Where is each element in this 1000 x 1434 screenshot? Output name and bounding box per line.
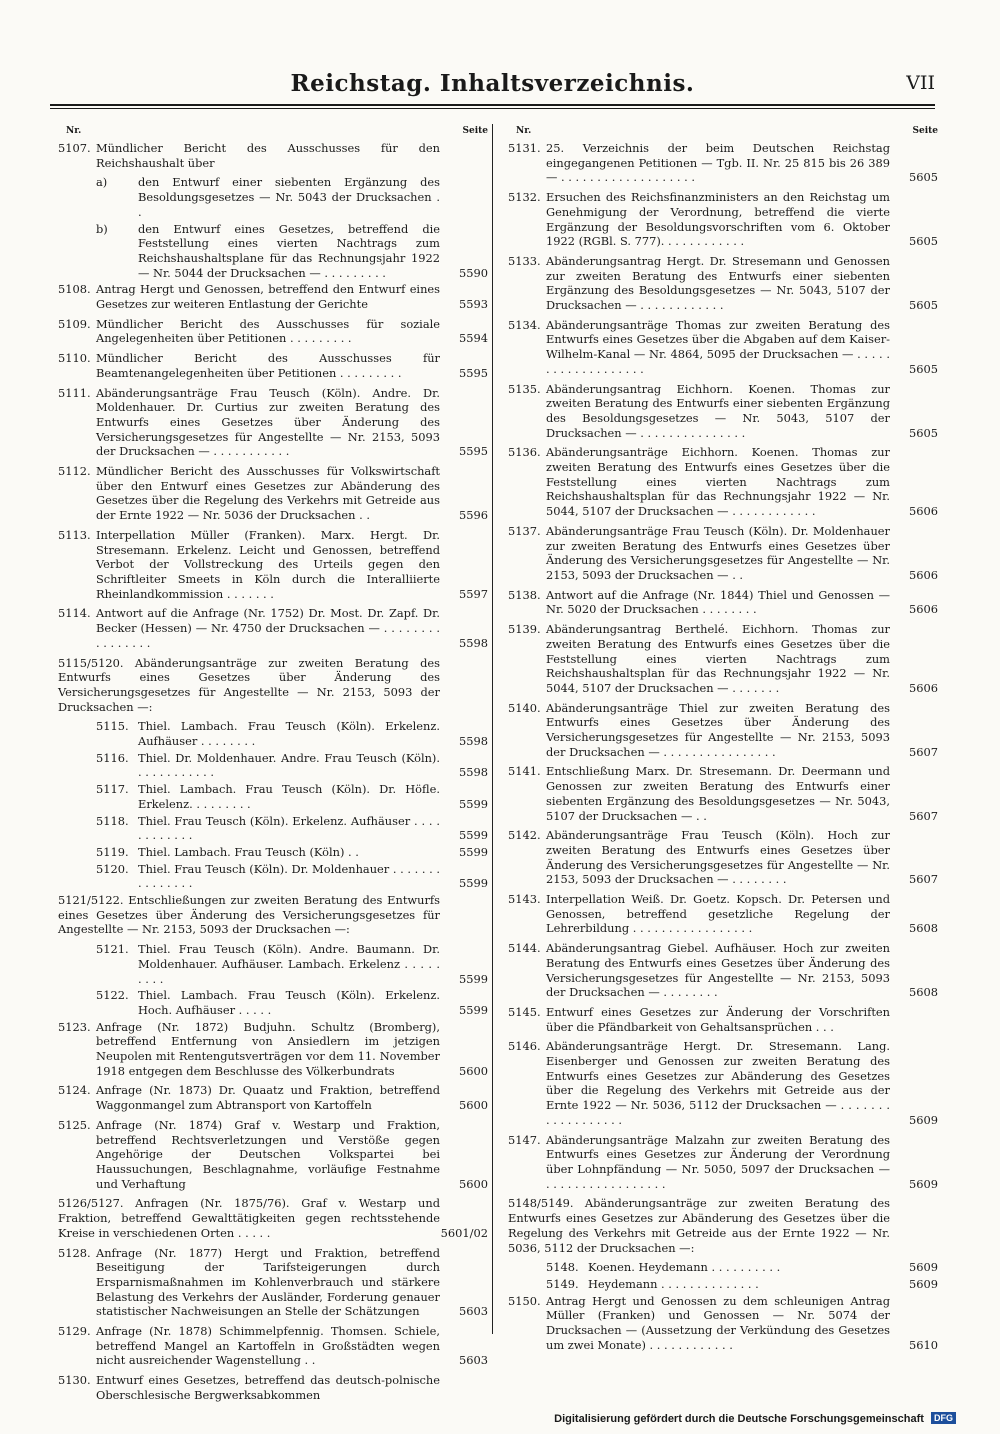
toc-entry (58, 1246, 488, 1320)
toc-entry (58, 282, 488, 311)
toc-entry (508, 382, 938, 441)
sub-entry (508, 1260, 938, 1275)
entry-number: 5129. (58, 1324, 91, 1339)
entry-number: 5109. (58, 316, 91, 331)
entry-text: Ersuchen des Reichsfinanzministers an den Reichstag um Genehmigung der Verordnung, betreffend die vierte Ergänzung der Besoldungsvorschriften vom 6. Oktober 1922 (RGBl. S. 777). . . . . . . . . . . . (546, 190, 890, 249)
entry-number: 5133. (508, 253, 541, 268)
dfg-logo: DFG (931, 1412, 956, 1424)
entry-text: Antrag Hergt und Genossen zu dem schleunigen Antrag Müller (Franken) und Genossen — Nr. 5074 der Drucksachen — (Aussetzung der Verkündung des Gesetzes um zwei Monate) . . . . . . . . . . . . (546, 1293, 890, 1352)
entry-page: 5603 (459, 1304, 488, 1319)
entry-page: 5605 (909, 425, 938, 440)
toc-entry (58, 1373, 488, 1402)
toc-entry (58, 317, 488, 346)
toc-entry (58, 656, 488, 715)
entry-page: 5595 (459, 444, 488, 459)
toc-entry (508, 892, 938, 936)
toc-entry (508, 1005, 938, 1034)
entry-number: 5150. (508, 1293, 541, 1308)
entry-text: Koenen. Heydemann . . . . . . . . . . (588, 1260, 781, 1275)
entry-number: 5145. (508, 1004, 541, 1019)
right-column (508, 124, 938, 1357)
entry-number: 5147. (508, 1132, 541, 1147)
toc-entry (508, 941, 938, 1000)
entry-text: 25. Verzeichnis der beim Deutschen Reichstag eingegangenen Petitionen — Tgb. II. Nr. 25 815 bis 26 389 — . . . . . . . . . . . . . . . . . . . (546, 141, 890, 185)
toc-entry (58, 893, 488, 937)
entry-page: 5605 (909, 298, 938, 313)
sub-entry-label: 5148. (546, 1260, 579, 1275)
entry-page: 5607 (909, 744, 938, 759)
toc-entry (58, 386, 488, 460)
toc-entry (58, 141, 488, 170)
entry-text: den Entwurf eines Gesetzes, betreffend die Feststellung eines vierten Nachtrags zum Reichshaushaltsplane für das Rechnungsjahr 1922 — Nr. 5044 der Drucksachen — . . . . . . . . . (138, 221, 440, 280)
entry-text: Antwort auf die Anfrage (Nr. 1844) Thiel und Genossen — Nr. 5020 der Drucksachen . . . . . . . . (546, 587, 890, 617)
entry-text: Abänderungsanträge Hergt. Dr. Stresemann. Lang. Eisenberger und Genossen zur zweiten Beratung des Entwurfs eines Gesetzes zur Abänderung des Gesetzes über die Regelung des Verkehrs mit Getreide aus der Ernte 1922 — Nr. 5036, 5112 der Drucksachen — . . . . . . . . . . . . . . . . . . (546, 1039, 890, 1127)
entry-number: 5113. (58, 527, 91, 542)
entry-text: Entwurf eines Gesetzes, betreffend das deutsch-polnische Oberschlesische Bergwerksabkommen (96, 1373, 440, 1402)
entry-text: Abänderungsantrag Hergt. Dr. Stresemann und Genossen zur zweiten Beratung des Entwurfs einer siebenten Ergänzung des Besoldungsgesetzes — Nr. 5043, 5107 der Drucksachen — . . . . . . . . . . . . (546, 253, 890, 313)
toc-entry (508, 1039, 938, 1127)
entry-number: 5131. (508, 141, 541, 155)
entry-text: Thiel. Lambach. Frau Teusch (Köln) . . (138, 844, 359, 859)
entry-page: 5609 (909, 1176, 938, 1191)
entry-page: 5598 (459, 734, 488, 749)
seite-header: Seite (912, 126, 938, 136)
sub-entry-label: 5117. (96, 782, 129, 797)
toc-entry (508, 524, 938, 583)
entry-text: 5148/5149. Abänderungsanträge zur zweiten Beratung des Entwurfs eines Gesetzes zur Abänderung des Gesetzes über die Regelung des Verkehrs mit Getreide aus der Ernte 1922 — Nr. 5036, 5112 der Drucksachen —: (508, 1196, 890, 1255)
entry-text: Entschließung Marx. Dr. Stresemann. Dr. Deermann und Genossen zur zweiten Beratung des Entwurfs einer siebenten Ergänzung des Besoldungsgesetzes — Nr. 5043, 5107 der Drucksachen — . . (546, 764, 890, 823)
entry-text: Thiel. Frau Teusch (Köln). Erkelenz. Aufhäuser . . . . . . . . . . . . (138, 813, 440, 843)
entry-page: 5597 (459, 586, 488, 601)
toc-entry (58, 351, 488, 380)
entry-page: 5600 (459, 1063, 488, 1078)
toc-entry (58, 1020, 488, 1079)
entry-text: Anfrage (Nr. 1873) Dr. Quaatz und Fraktion, betreffend Waggonmangel zum Abtransport von Kartoffeln (96, 1083, 440, 1113)
entry-text: Abänderungsanträge Frau Teusch (Köln). Andre. Dr. Moldenhauer. Dr. Curtius zur zweiten Beratung des Entwurfs eines Gesetzes über Änderung des Versicherungsgesetzes für Angestellte — Nr. 2153, 5093 der Drucksachen — . . . . . . . . . . . (96, 385, 440, 459)
sub-entry (58, 782, 488, 811)
right-entries (508, 141, 938, 1352)
entry-page: 5609 (909, 1260, 938, 1275)
entry-page: 5610 (909, 1337, 938, 1352)
sub-entry (58, 814, 488, 843)
entry-text: Interpellation Müller (Franken). Marx. Hergt. Dr. Stresemann. Erkelenz. Leicht und Genossen, betreffend Verbot der Vollstreckung des Urteils gegen den Schriftleiter Smeets in Köln durch die Interalliierte Rheinlandkommission . . . . . . . (96, 527, 440, 601)
toc-entry (508, 1196, 938, 1255)
entry-number: 5110. (58, 351, 91, 366)
entry-page: 5608 (909, 921, 938, 936)
sub-entry (58, 751, 488, 780)
entry-page: 5590 (459, 265, 488, 280)
entry-text: 5115/5120. Abänderungsanträge zur zweiten Beratung des Entwurfs eines Gesetzes über Änderung des Versicherungsgesetzes für Angestellte — Nr. 2153, 5093 der Drucksachen —: (58, 655, 440, 714)
entry-number: 5128. (58, 1245, 91, 1260)
entry-text: Abänderungsanträge Thiel zur zweiten Beratung des Entwurfs eines Gesetzes über Änderung des Versicherungsgesetzes für Angestellte — Nr. 2153, 5093 der Drucksachen — . . . . . . . . . . . . . . . . (546, 700, 890, 759)
toc-entry (58, 528, 488, 602)
entry-text: Mündlicher Bericht des Ausschusses für Beamtenangelegenheiten über Petitionen . . . . . . . . . (96, 351, 440, 380)
entry-text: Abänderungsantrag Eichhorn. Koenen. Thomas zur zweiten Beratung des Entwurfs einer siebenten Ergänzung des Besoldungsgesetzes — Nr. 5043, 5107 der Drucksachen — . . . . . . . . . . . . . . . (546, 381, 890, 440)
entry-page: 5594 (459, 331, 488, 346)
entry-page: 5607 (909, 872, 938, 887)
entry-page: 5606 (909, 680, 938, 695)
sub-entry-label: 5119. (96, 844, 129, 859)
entry-text: Abänderungsantrag Berthelé. Eichhorn. Thomas zur zweiten Beratung des Entwurfs eines Gesetzes über die Feststellung eines vierten Nachtrags zum Reichshaushaltsplan für das Rechnungsjahr 1922 — Nr. 5044, 5107 der Drucksachen — . . . . . . . (546, 622, 890, 695)
entry-number: 5132. (508, 190, 541, 205)
entry-page: 5609 (909, 1112, 938, 1127)
toc-entry (58, 606, 488, 650)
entry-text: Anfrage (Nr. 1878) Schimmelpfennig. Thomsen. Schiele, betreffend Mangel an Kartoffeln in Großstädten wegen nicht ausreichender Wagenstellung . . (96, 1324, 440, 1368)
sub-entry-label: b) (96, 221, 108, 236)
entry-text: Heydemann . . . . . . . . . . . . . . (588, 1276, 759, 1291)
header-rule (50, 104, 935, 106)
entry-page: 5599 (459, 844, 488, 859)
entry-page: 5598 (459, 765, 488, 780)
entry-text: Abänderungsanträge Frau Teusch (Köln). Dr. Moldenhauer zur zweiten Beratung des Entwurfs eines Gesetzes über Änderung des Versicherungsgesetzes für Angestellte — Nr. 2153, 5093 der Drucksachen — . . (546, 523, 890, 582)
entry-number: 5142. (508, 828, 541, 843)
entry-text: Antrag Hergt und Genossen, betreffend den Entwurf eines Gesetzes zur weiteren Entlastung der Gerichte (96, 282, 440, 312)
sub-entry (58, 222, 488, 281)
entry-number: 5112. (58, 464, 91, 479)
sub-entry (58, 988, 488, 1017)
entry-text: Interpellation Weiß. Dr. Goetz. Kopsch. Dr. Petersen und Genossen, betreffend gesetzliche Regelung der Lehrerbildung . . . . . . . . . . . . . . . . . (546, 892, 890, 936)
entry-text: Mündlicher Bericht des Ausschusses für soziale Angelegenheiten über Petitionen . . . . . . . . . (96, 316, 440, 346)
toc-entry (58, 1324, 488, 1368)
entry-text: Anfrage (Nr. 1874) Graf v. Westarp und Fraktion, betreffend Rechtsverletzungen und Verstöße gegen Angehörige der Deutschen Volkspartei bei Haussuchungen, Beschlagnahme, vorläufige Festnahme und Verhaftung (96, 1117, 440, 1191)
footer (554, 1412, 956, 1425)
page-header (50, 70, 935, 102)
entry-number: 5146. (508, 1039, 541, 1054)
sub-entry (508, 1277, 938, 1292)
entry-page: 5596 (459, 508, 488, 523)
sub-entry-label: 5121. (96, 942, 129, 957)
entry-text: den Entwurf einer siebenten Ergänzung des Besoldungsgesetzes — Nr. 5043 der Drucksachen . . (138, 175, 440, 219)
toc-entry (508, 445, 938, 519)
entry-number: 5134. (508, 317, 541, 332)
entry-page: 5605 (909, 361, 938, 376)
entry-text: 5121/5122. Entschließungen zur zweiten Beratung des Entwurfs eines Gesetzes über Änderung des Versicherungsgesetzes für Angestellte — Nr. 2153, 5093 der Drucksachen —: (58, 893, 440, 937)
entry-number: 5124. (58, 1083, 91, 1098)
entry-page: 5595 (459, 365, 488, 380)
entry-text: Anfrage (Nr. 1877) Hergt und Fraktion, betreffend Beseitigung der Tarifsteigerungen durch Ersparnismaßnahmen im Kohlenverbrauch und stärkere Belastung des Verkehrs der Ausländer, Forderung genauer statistischer Nachweisungen an Stelle der Schätzungen (96, 1245, 440, 1319)
sub-entry-label: 5122. (96, 988, 129, 1003)
nr-header: Nr. (516, 126, 532, 136)
toc-entry (508, 701, 938, 760)
entry-text: Abänderungsanträge Eichhorn. Koenen. Thomas zur zweiten Beratung des Entwurfs eines Gesetzes über die Feststellung eines vierten Nachtrags zum Reichshaushaltsplan für das Rechnungsjahr 1922 — Nr. 5044, 5107 der Drucksachen — . . . . . . . . . . . . (546, 445, 890, 519)
page-number: VII (906, 72, 935, 94)
left-entries (58, 141, 488, 1403)
entry-page: 5600 (459, 1098, 488, 1113)
toc-entry (58, 1196, 488, 1240)
sub-entry-label: a) (96, 175, 108, 190)
sub-entry (58, 845, 488, 860)
entry-page: 5598 (459, 635, 488, 650)
entry-number: 5114. (58, 606, 91, 621)
seite-header: Seite (462, 126, 488, 136)
page-title: Reichstag. Inhaltsverzeichnis. (290, 70, 695, 97)
sub-entry-label: 5116. (96, 750, 129, 765)
entry-text: Mündlicher Bericht des Ausschusses für Volkswirtschaft über den Entwurf eines Gesetzes zur Abänderung des Gesetzes über die Regelung des Verkehrs mit Getreide aus der Ernte 1922 — Nr. 5036 der Drucksachen . . (96, 464, 440, 523)
entry-number: 5136. (508, 445, 541, 460)
sub-entry-label: 5118. (96, 813, 129, 828)
entry-text: 5126/5127. Anfragen (Nr. 1875/76). Graf v. Westarp und Fraktion, betreffend Gewalttätigkeiten gegen rechtsstehende Kreise in verschiedenen Orten . . . . . (58, 1196, 440, 1240)
toc-entry (508, 254, 938, 313)
entry-text: Abänderungsanträge Malzahn zur zweiten Beratung des Entwurfs eines Gesetzes zur Änderung der Verordnung über Lohnpfändung — Nr. 5050, 5097 der Drucksachen — . . . . . . . . . . . . . . . . . (546, 1132, 890, 1191)
sub-entry-label: 5115. (96, 719, 129, 734)
toc-entry (508, 764, 938, 823)
entry-text: Abänderungsanträge Thomas zur zweiten Beratung des Entwurfs eines Gesetzes über die Abgaben auf dem Kaiser-Wilhelm-Kanal — Nr. 4864, 5095 der Drucksachen — . . . . . . . . . . . . . . . . . . . (546, 317, 890, 376)
toc-entry (508, 1294, 938, 1353)
entry-text: Thiel. Lambach. Frau Teusch (Köln). Erkelenz. Aufhäuser . . . . . . . . (138, 719, 440, 749)
entry-page: 5605 (909, 170, 938, 185)
entry-text: Anfrage (Nr. 1872) Budjuhn. Schultz (Bromberg), betreffend Entfernung von Ansiedlern im jetzigen Neupolen mit Rentengutsverträgen vor dem 11. November 1918 entgegen dem Beschlusse des Völkerbundrats (96, 1019, 440, 1078)
entry-text: Thiel. Lambach. Frau Teusch (Köln). Dr. Höfle. Erkelenz. . . . . . . . . (138, 782, 440, 811)
entry-number: 5143. (508, 892, 541, 907)
entry-page: 5599 (459, 971, 488, 986)
entry-number: 5138. (508, 587, 541, 602)
toc-entry (58, 1118, 488, 1192)
sub-entry-label: 5120. (96, 861, 129, 876)
nr-header: Nr. (66, 126, 82, 136)
entry-page: 5608 (909, 985, 938, 1000)
sub-entry (58, 719, 488, 748)
entry-number: 5125. (58, 1117, 91, 1132)
column-divider (492, 124, 493, 1334)
entry-number: 5139. (508, 622, 541, 637)
column-header (58, 124, 488, 138)
entry-text: Entwurf eines Gesetzes zur Änderung der Vorschriften über die Pfändbarkeit von Gehaltsansprüchen . . . (546, 1004, 890, 1034)
left-column (58, 124, 488, 1408)
entry-page: 5607 (909, 808, 938, 823)
entry-text: Abänderungsanträge Frau Teusch (Köln). Hoch zur zweiten Beratung des Entwurfs eines Gesetzes über Änderung des Versicherungsgesetzes für Angestellte — Nr. 2153, 5093 der Drucksachen — . . . . . . . . (546, 828, 890, 887)
entry-text: Abänderungsantrag Giebel. Aufhäuser. Hoch zur zweiten Beratung des Entwurfs eines Gesetzes über Änderung des Versicherungsgesetzes für Angestellte — Nr. 2153, 5093 der Drucksachen — . . . . . . . . (546, 941, 890, 1000)
entry-number: 5130. (58, 1373, 91, 1388)
entry-page: 5606 (909, 567, 938, 582)
entry-page: 5601/02 (440, 1225, 488, 1240)
sub-entry (58, 175, 488, 219)
toc-entry (508, 318, 938, 377)
entry-page: 5606 (909, 504, 938, 519)
column-header (508, 124, 938, 138)
toc-entry (58, 1083, 488, 1112)
entry-page: 5593 (459, 297, 488, 312)
entry-page: 5599 (459, 796, 488, 811)
entry-page: 5606 (909, 602, 938, 617)
entry-page: 5599 (459, 828, 488, 843)
entry-page: 5599 (459, 876, 488, 891)
entry-number: 5107. (58, 141, 91, 155)
header-rule-thin (50, 108, 935, 109)
entry-number: 5111. (58, 385, 91, 400)
footer-text: Digitalisierung gefördert durch die Deutsche Forschungsgemeinschaft (554, 1413, 924, 1425)
toc-entry (508, 828, 938, 887)
entry-page: 5605 (909, 234, 938, 249)
sub-entry (58, 862, 488, 891)
entry-number: 5137. (508, 523, 541, 538)
entry-text: Thiel. Frau Teusch (Köln). Andre. Baumann. Dr. Moldenhauer. Aufhäuser. Lambach. Erkelenz . . . . . . . . . (138, 942, 440, 986)
entry-text: Mündlicher Bericht des Ausschusses für den Reichshaushalt über (96, 141, 440, 170)
entry-number: 5144. (508, 941, 541, 956)
toc-entry (58, 464, 488, 523)
entry-page: 5603 (459, 1353, 488, 1368)
toc-entry (508, 622, 938, 696)
toc-entry (508, 190, 938, 249)
entry-page: 5600 (459, 1176, 488, 1191)
toc-entry (508, 1133, 938, 1192)
entry-number: 5140. (508, 700, 541, 715)
toc-entry (508, 588, 938, 617)
entry-text: Antwort auf die Anfrage (Nr. 1752) Dr. Most. Dr. Zapf. Dr. Becker (Hessen) — Nr. 4750 der Drucksachen — . . . . . . . . . . . . . . . . (96, 606, 440, 650)
sub-entry-label: 5149. (546, 1276, 579, 1291)
entry-number: 5108. (58, 282, 91, 297)
entry-number: 5135. (508, 381, 541, 396)
entry-text: Thiel. Frau Teusch (Köln). Dr. Moldenhauer . . . . . . . . . . . . . . . (138, 861, 440, 891)
entry-page: 5609 (909, 1276, 938, 1291)
toc-entry (508, 141, 938, 185)
entry-text: Thiel. Dr. Moldenhauer. Andre. Frau Teusch (Köln). . . . . . . . . . . . (138, 750, 440, 780)
entry-number: 5141. (508, 764, 541, 779)
sub-entry (58, 942, 488, 986)
entry-text: Thiel. Lambach. Frau Teusch (Köln). Erkelenz. Hoch. Aufhäuser . . . . . (138, 988, 440, 1017)
entry-page: 5599 (459, 1002, 488, 1017)
entry-number: 5123. (58, 1019, 91, 1034)
